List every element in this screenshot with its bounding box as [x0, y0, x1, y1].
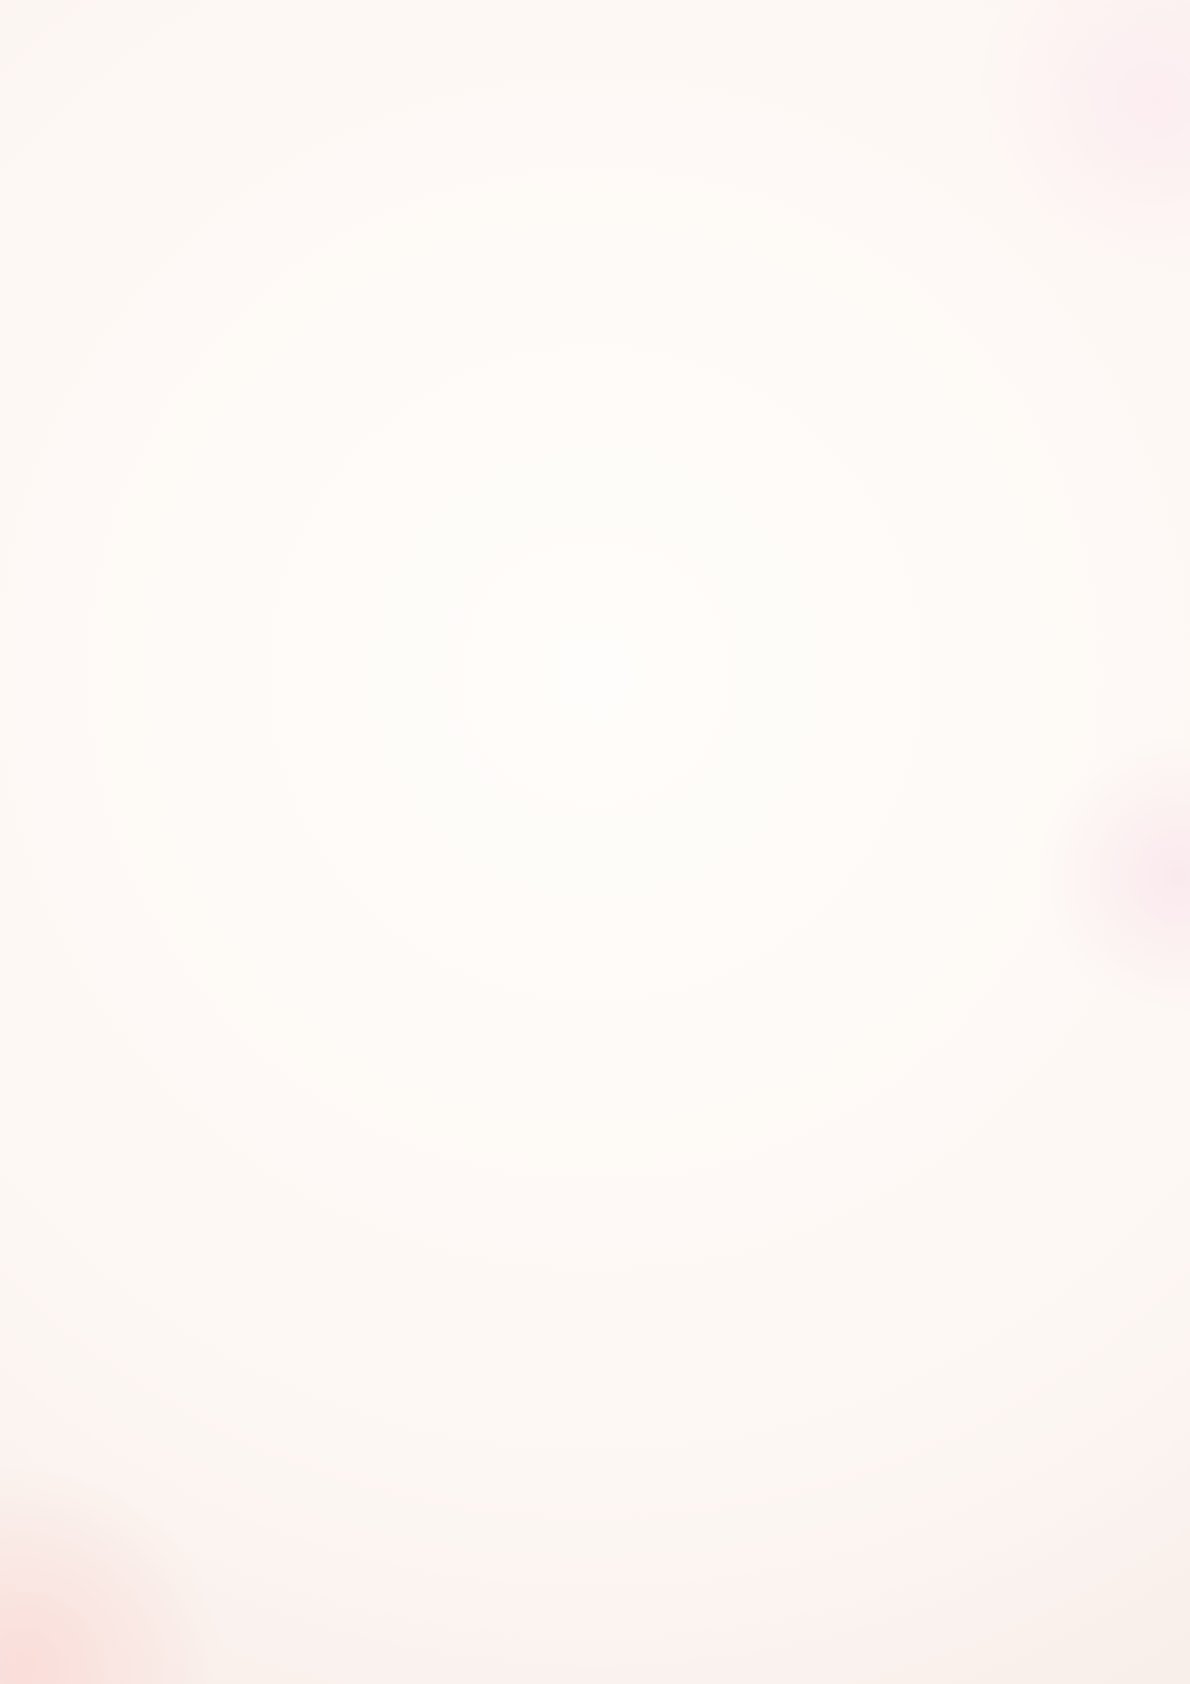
body-paragraph-1: [58, 157, 1010, 180]
body-paragraph-3: [58, 1434, 1030, 1454]
